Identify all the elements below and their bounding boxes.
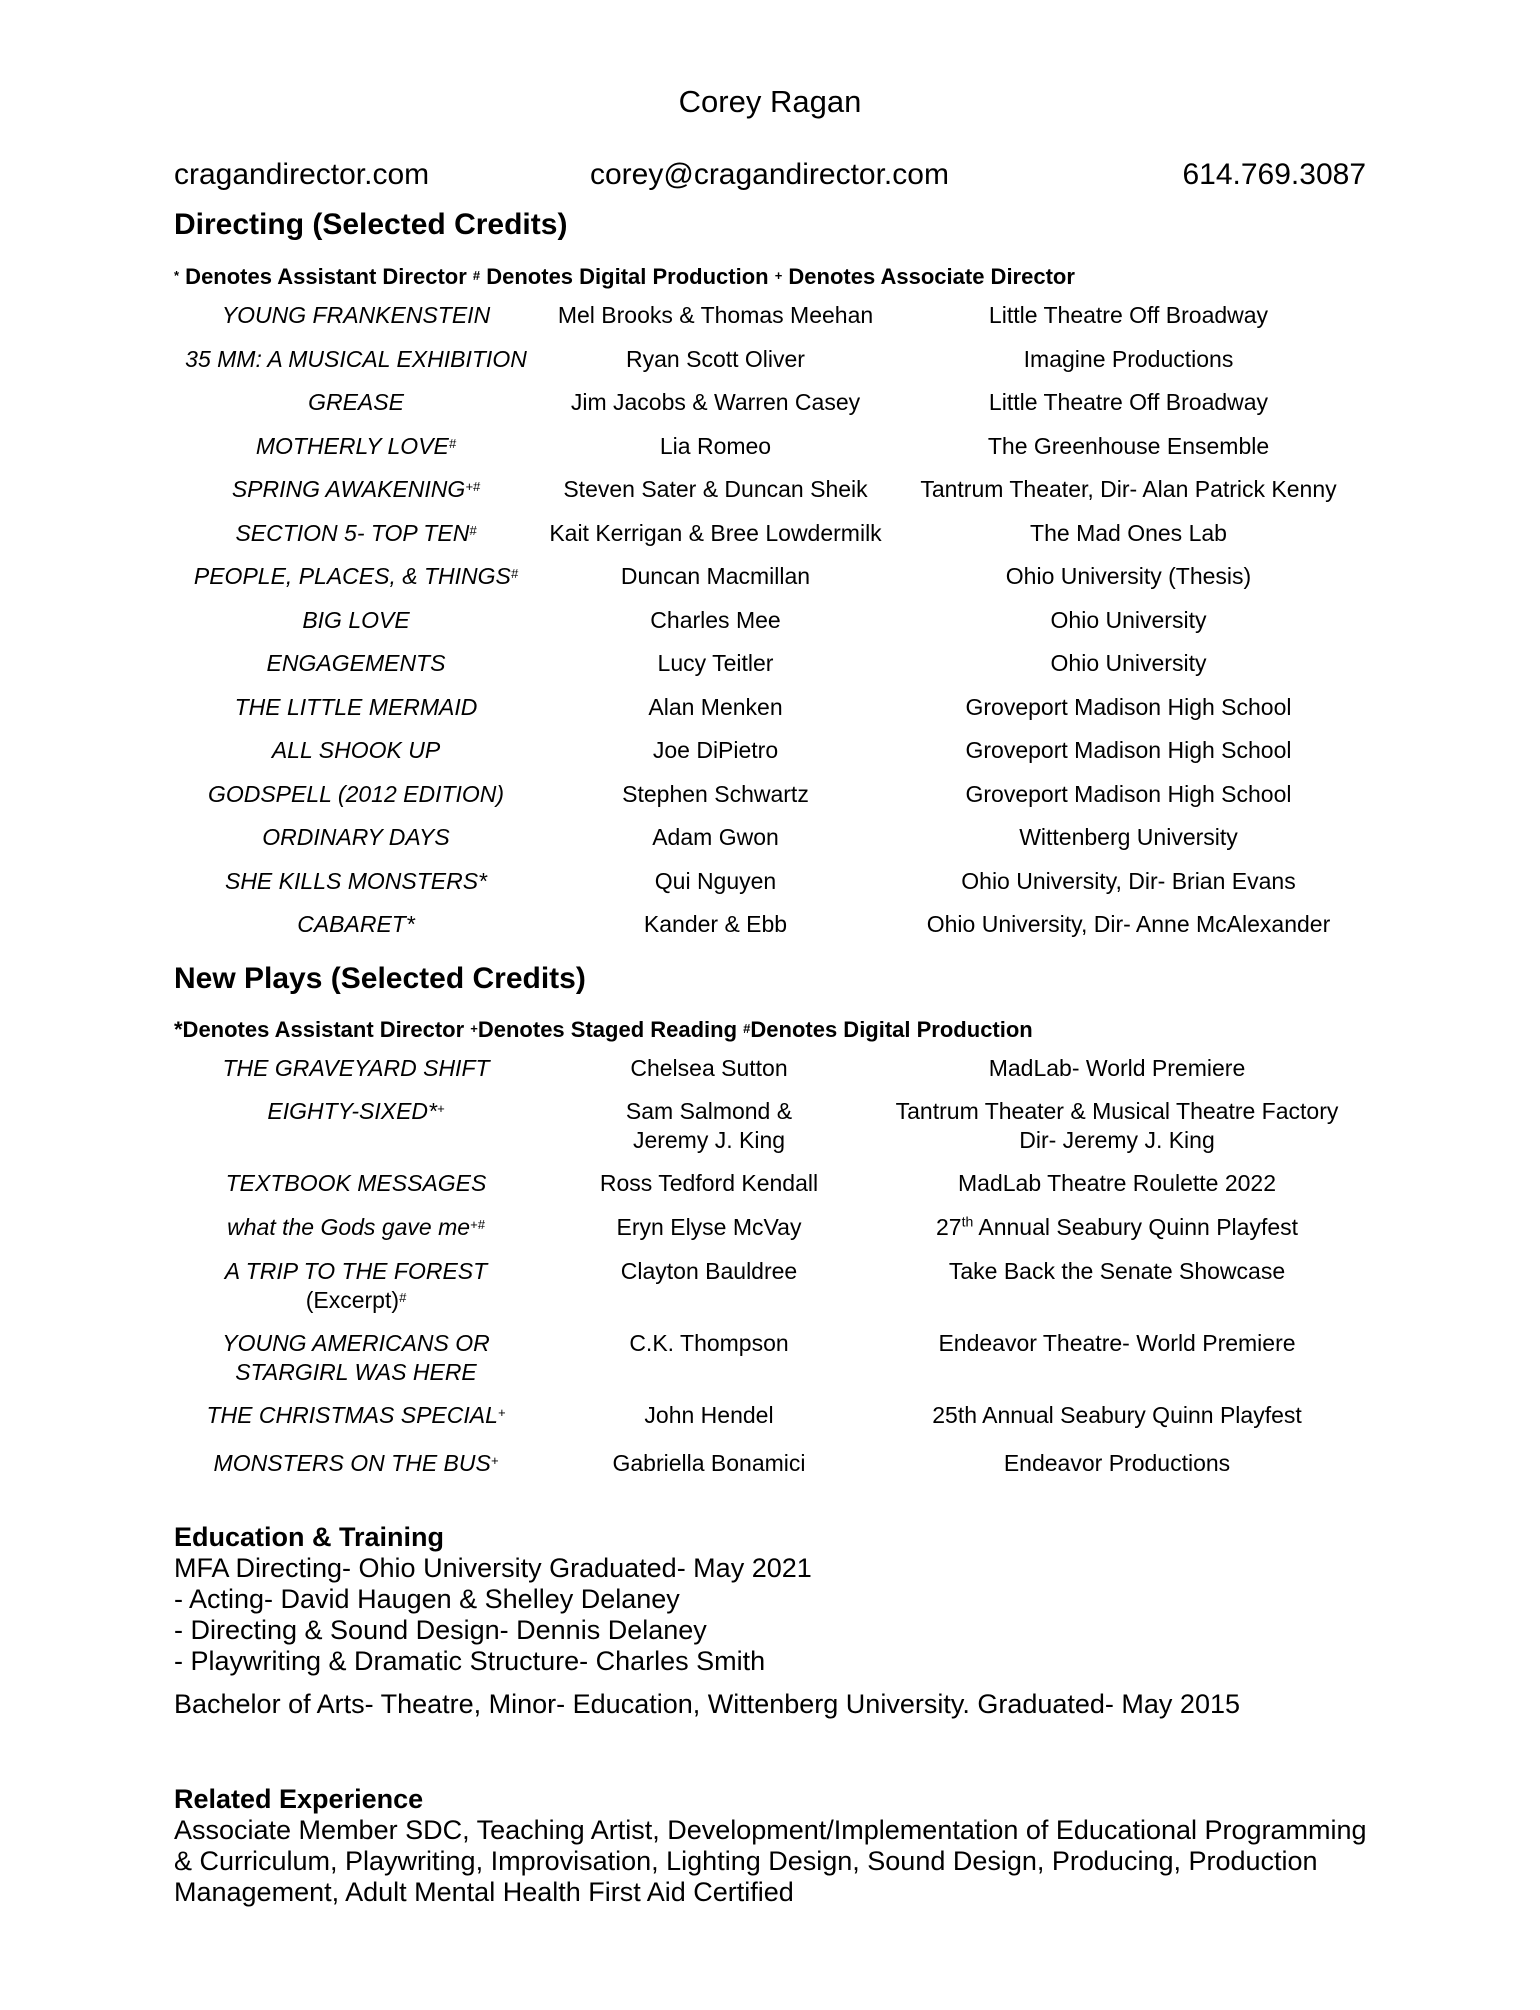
table-row <box>174 1054 1354 1097</box>
credit-title: YOUNG AMERICANS OR STARGIRL WAS HERE <box>222 1330 490 1385</box>
credit-venue: Tantrum Theater, Dir- Alan Patrick Kenny <box>920 476 1337 502</box>
credit-venue: 25th Annual Seabury Quinn Playfest <box>932 1402 1302 1428</box>
credit-venue: Endeavor Productions <box>1003 1450 1231 1476</box>
table-row <box>174 693 1364 737</box>
credit-title: YOUNG FRANKENSTEIN <box>221 302 491 328</box>
new-plays-legend: *Denotes Assistant Director +Denotes Staged Reading #Denotes Digital Production <box>174 1017 1033 1042</box>
directing-heading: Directing (Selected Credits) <box>174 208 568 241</box>
related-line: & Curriculum, Playwriting, Improvisation, Lighting Design, Sound Design, Producing, Production <box>174 1846 1318 1876</box>
education-line: - Directing & Sound Design- Dennis Delaney <box>174 1615 707 1645</box>
credit-author: Eryn Elyse McVay <box>616 1214 802 1240</box>
table-row <box>174 1401 1354 1449</box>
related-line: Management, Adult Mental Health First Aid Certified <box>174 1877 794 1907</box>
credit-venue: Ohio University, Dir- Brian Evans <box>961 867 1296 894</box>
credit-title: EIGHTY-SIXED*+ <box>267 1098 445 1124</box>
credit-author: Lucy Teitler <box>657 650 774 676</box>
credit-venue: The Mad Ones Lab <box>1030 519 1227 546</box>
credit-venue: Ohio University, Dir- Anne McAlexander <box>926 911 1331 937</box>
credit-title: MONSTERS ON THE BUS+ <box>213 1450 499 1476</box>
education-line: - Playwriting & Dramatic Structure- Charles Smith <box>174 1646 766 1676</box>
credit-venue: Little Theatre Off Broadway <box>988 389 1269 415</box>
credit-author: Chelsea Sutton <box>630 1055 788 1081</box>
table-row <box>174 388 1364 432</box>
education-section <box>174 1522 1374 1720</box>
table-row <box>174 823 1364 867</box>
related-section <box>174 1784 1374 1908</box>
credit-title: SECTION 5- TOP TEN# <box>235 519 477 546</box>
table-row <box>174 1257 1354 1329</box>
table-row <box>174 1097 1354 1169</box>
credit-title: what the Gods gave me+# <box>227 1214 485 1240</box>
credit-author: John Hendel <box>644 1402 774 1428</box>
credit-venue: Tantrum Theater & Musical Theatre Factory Dir- Jeremy J. King <box>895 1098 1339 1153</box>
related-line: Associate Member SDC, Teaching Artist, Development/Implementation of Educational Programming <box>174 1815 1367 1845</box>
credit-venue: Ohio University <box>1050 606 1207 633</box>
credit-author: Alan Menken <box>648 693 783 720</box>
credit-venue: MadLab Theatre Roulette 2022 <box>958 1170 1276 1196</box>
credit-author: Mel Brooks & Thomas Meehan <box>557 302 874 328</box>
table-row <box>174 519 1364 563</box>
credit-title: GODSPELL (2012 EDITION) <box>207 780 505 807</box>
credit-author: Sam Salmond & Jeremy J. King <box>625 1098 793 1153</box>
email-link[interactable]: corey@cragandirector.com <box>590 158 949 191</box>
credit-title: A TRIP TO THE FOREST (Excerpt)# <box>224 1258 488 1313</box>
table-row <box>174 345 1364 389</box>
credit-title: BIG LOVE <box>302 606 410 633</box>
credit-author: Adam Gwon <box>652 824 779 850</box>
credit-title: SHE KILLS MONSTERS* <box>224 867 488 894</box>
credit-venue: Wittenberg University <box>1019 824 1238 850</box>
credit-title: SPRING AWAKENING+# <box>231 476 481 502</box>
credit-venue: Take Back the Senate Showcase <box>948 1258 1286 1284</box>
new-plays-heading: New Plays (Selected Credits) <box>174 962 586 995</box>
table-row <box>174 1213 1354 1257</box>
credit-title: 35 MM: A MUSICAL EXHIBITION <box>185 345 527 372</box>
phone-number: 614.769.3087 <box>1182 158 1366 191</box>
credit-venue: Imagine Productions <box>1023 345 1234 372</box>
credit-author: Duncan Macmillan <box>620 563 811 589</box>
credit-title: ORDINARY DAYS <box>262 824 450 850</box>
education-bachelor: Bachelor of Arts- Theatre, Minor- Education, Wittenberg University. Graduated- May 2015 <box>174 1689 1240 1719</box>
education-line: - Acting- David Haugen & Shelley Delaney <box>174 1584 680 1614</box>
credit-venue: Ohio University (Thesis) <box>1005 563 1252 589</box>
table-row <box>174 736 1364 780</box>
related-heading: Related Experience <box>174 1784 424 1814</box>
credit-title: THE CHRISTMAS SPECIAL+ <box>206 1402 506 1428</box>
table-row <box>174 1449 1354 1497</box>
new-plays-table <box>174 1054 1354 1497</box>
credit-author: Kait Kerrigan & Bree Lowdermilk <box>549 519 882 546</box>
credit-author: Steven Sater & Duncan Sheik <box>563 476 868 502</box>
credit-venue: Groveport Madison High School <box>965 780 1292 807</box>
credit-title: PEOPLE, PLACES, & THINGS# <box>193 563 519 589</box>
credit-title: THE GRAVEYARD SHIFT <box>222 1055 490 1081</box>
credit-title: CABARET* <box>297 911 415 937</box>
credit-author: Clayton Bauldree <box>620 1258 798 1284</box>
table-row <box>174 1329 1354 1401</box>
table-row <box>174 780 1364 824</box>
table-row <box>174 649 1364 693</box>
credit-venue: Ohio University <box>1050 650 1207 676</box>
table-row <box>174 432 1364 476</box>
credit-venue: Groveport Madison High School <box>965 737 1292 763</box>
credit-author: Jim Jacobs & Warren Casey <box>570 389 861 415</box>
credit-title: ENGAGEMENTS <box>266 650 446 676</box>
credit-venue: Little Theatre Off Broadway <box>988 302 1269 328</box>
credit-author: Qui Nguyen <box>654 867 777 894</box>
credit-author: Ryan Scott Oliver <box>626 345 805 372</box>
directing-legend: * Denotes Assistant Director # Denotes Digital Production + Denotes Associate Director <box>174 264 1075 289</box>
credit-author: Gabriella Bonamici <box>612 1450 806 1476</box>
table-row <box>174 606 1364 650</box>
credit-title: ALL SHOOK UP <box>271 737 441 763</box>
education-line: MFA Directing- Ohio University Graduated- May 2021 <box>174 1553 812 1583</box>
credit-author: Joe DiPietro <box>652 737 779 763</box>
credit-title: TEXTBOOK MESSAGES <box>225 1170 487 1196</box>
credit-venue: The Greenhouse Ensemble <box>987 432 1270 459</box>
credit-title: MOTHERLY LOVE# <box>255 432 457 459</box>
credit-venue: Endeavor Theatre- World Premiere <box>938 1330 1296 1356</box>
website-link[interactable]: cragandirector.com <box>174 158 430 191</box>
credit-title: GREASE <box>308 389 404 415</box>
directing-table <box>174 301 1364 954</box>
credit-author: Charles Mee <box>650 606 781 633</box>
table-row <box>174 562 1364 606</box>
credit-author: Kander & Ebb <box>643 911 788 937</box>
table-row <box>174 301 1364 345</box>
page-title: Corey Ragan <box>678 84 862 119</box>
table-row <box>174 910 1364 954</box>
education-heading: Education & Training <box>174 1522 445 1552</box>
credit-author: Ross Tedford Kendall <box>599 1170 819 1196</box>
credit-author: Stephen Schwartz <box>622 780 809 807</box>
credit-author: Lia Romeo <box>659 432 772 459</box>
credit-author: C.K. Thompson <box>629 1330 789 1356</box>
table-row <box>174 1169 1354 1213</box>
credit-venue: Groveport Madison High School <box>965 693 1292 720</box>
credit-venue: 27th Annual Seabury Quinn Playfest <box>935 1213 1299 1240</box>
table-row <box>174 475 1364 519</box>
credit-venue: MadLab- World Premiere <box>988 1055 1246 1081</box>
table-row <box>174 867 1364 911</box>
credit-title: THE LITTLE MERMAID <box>234 693 478 720</box>
